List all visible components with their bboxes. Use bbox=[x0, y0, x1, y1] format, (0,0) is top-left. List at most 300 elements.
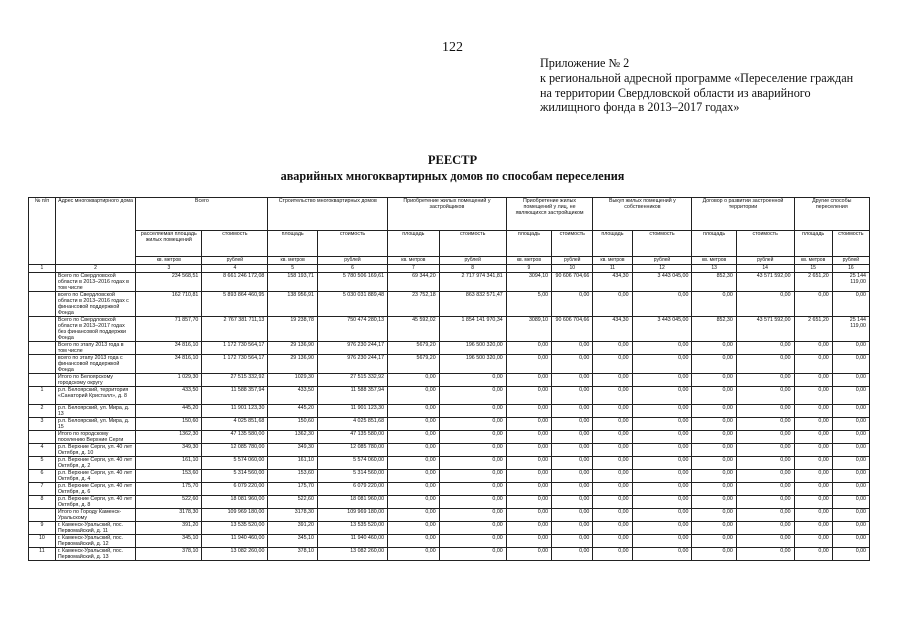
annex-line: Приложение № 2 bbox=[540, 56, 630, 70]
cell-area: 445,20 bbox=[136, 405, 202, 418]
cell-area: 0,00 bbox=[506, 457, 551, 470]
row-address: р.п. Верхние Серги, ул. 40 лет Октября, д. 2 bbox=[55, 457, 135, 470]
row-number: 3 bbox=[29, 418, 56, 431]
header-row-column-numbers bbox=[29, 265, 870, 273]
cell-area: 0,00 bbox=[794, 457, 832, 470]
cell-cost: 0,00 bbox=[552, 522, 593, 535]
cell-cost: 27 515 332,92 bbox=[202, 374, 268, 387]
cell-cost: 0,00 bbox=[832, 509, 869, 522]
cell-area: 0,00 bbox=[593, 431, 632, 444]
cell-area: 0,00 bbox=[593, 292, 632, 317]
column-number: 2 bbox=[55, 265, 135, 273]
unit-rub: рублей bbox=[317, 257, 387, 265]
cell-area: 150,60 bbox=[268, 418, 318, 431]
cell-cost: 0,00 bbox=[632, 355, 692, 374]
cell-area: 0,00 bbox=[794, 387, 832, 405]
cell-area: 0,00 bbox=[506, 522, 551, 535]
cell-cost: 6 079 220,00 bbox=[317, 483, 387, 496]
cell-cost: 11 940 460,00 bbox=[202, 535, 268, 548]
cell-cost: 0,00 bbox=[552, 387, 593, 405]
cell-area: 162 710,81 bbox=[136, 292, 202, 317]
header-row-groups bbox=[29, 198, 870, 231]
unit-sqm: кв. метров bbox=[268, 257, 318, 265]
cell-area: 349,30 bbox=[136, 444, 202, 457]
cell-cost: 11 588 357,94 bbox=[317, 387, 387, 405]
cell-cost: 90 606 704,66 bbox=[552, 317, 593, 342]
row-address: р.п. Верхние Серги, ул. 40 лет Октября, д. 8 bbox=[55, 496, 135, 509]
row-address: р.п. Белоярский, ул. Мира, д. 13 bbox=[55, 405, 135, 418]
subheader-cost: стоимость bbox=[317, 231, 387, 257]
table-row bbox=[29, 522, 870, 535]
cell-cost: 0,00 bbox=[632, 457, 692, 470]
cell-area: 852,30 bbox=[692, 317, 736, 342]
cell-cost: 0,00 bbox=[439, 522, 506, 535]
cell-cost: 0,00 bbox=[439, 431, 506, 444]
cell-area: 0,00 bbox=[388, 548, 440, 561]
row-address: р.п. Верхние Серги, ул. 40 лет Октября, д. 10 bbox=[55, 444, 135, 457]
cell-area: 0,00 bbox=[794, 418, 832, 431]
document-subtitle: аварийных многоквартирных домов по способам переселения bbox=[280, 169, 625, 183]
table-row bbox=[29, 418, 870, 431]
cell-cost: 0,00 bbox=[632, 509, 692, 522]
cell-cost: 0,00 bbox=[439, 509, 506, 522]
page-number: 122 bbox=[442, 40, 463, 55]
unit-rub: рублей bbox=[832, 257, 869, 265]
registry-body bbox=[29, 273, 870, 561]
row-address: р.п. Верхние Серги, ул. 40 лет Октября, д. 4 bbox=[55, 470, 135, 483]
cell-cost: 0,00 bbox=[832, 548, 869, 561]
subheader-area-resettled: расселяемая площадь жилых помещений bbox=[136, 231, 202, 257]
cell-area: 0,00 bbox=[506, 405, 551, 418]
cell-area: 378,10 bbox=[268, 548, 318, 561]
cell-cost: 47 135 580,00 bbox=[202, 431, 268, 444]
row-number: 8 bbox=[29, 496, 56, 509]
cell-cost: 0,00 bbox=[736, 548, 794, 561]
cell-cost: 1 172 730 564,17 bbox=[202, 355, 268, 374]
cell-area: 3178,30 bbox=[136, 509, 202, 522]
cell-area: 0,00 bbox=[794, 292, 832, 317]
cell-area: 175,70 bbox=[268, 483, 318, 496]
row-number bbox=[29, 292, 56, 317]
cell-area: 0,00 bbox=[593, 483, 632, 496]
cell-cost: 2 767 381 711,13 bbox=[202, 317, 268, 342]
cell-cost: 25 144 119,00 bbox=[832, 317, 869, 342]
cell-area: 0,00 bbox=[388, 496, 440, 509]
column-number: 6 bbox=[317, 265, 387, 273]
cell-cost: 0,00 bbox=[552, 496, 593, 509]
cell-cost: 5 574 060,00 bbox=[317, 457, 387, 470]
registry-table bbox=[28, 197, 870, 561]
cell-area: 2 651,20 bbox=[794, 317, 832, 342]
cell-cost: 0,00 bbox=[439, 374, 506, 387]
cell-cost: 0,00 bbox=[552, 374, 593, 387]
col-header-no: № п/п bbox=[29, 198, 56, 265]
cell-area: 0,00 bbox=[506, 483, 551, 496]
cell-cost: 11 901 123,30 bbox=[317, 405, 387, 418]
cell-area: 5679,20 bbox=[388, 355, 440, 374]
cell-cost: 0,00 bbox=[832, 355, 869, 374]
subheader-cost: стоимость bbox=[552, 231, 593, 257]
column-number: 9 bbox=[506, 265, 551, 273]
cell-area: 0,00 bbox=[506, 355, 551, 374]
cell-cost: 5 574 060,00 bbox=[202, 457, 268, 470]
cell-area: 0,00 bbox=[593, 496, 632, 509]
cell-area: 0,00 bbox=[593, 522, 632, 535]
cell-cost: 0,00 bbox=[736, 342, 794, 355]
cell-cost: 0,00 bbox=[552, 342, 593, 355]
cell-cost: 0,00 bbox=[736, 387, 794, 405]
cell-cost: 11 588 357,94 bbox=[202, 387, 268, 405]
cell-cost: 2 717 974 341,81 bbox=[439, 273, 506, 292]
cell-area: 0,00 bbox=[794, 522, 832, 535]
cell-area: 434,30 bbox=[593, 273, 632, 292]
row-address: Итого по Городу Каменск-Уральскому bbox=[55, 509, 135, 522]
cell-cost: 0,00 bbox=[736, 405, 794, 418]
cell-area: 153,60 bbox=[136, 470, 202, 483]
cell-area: 522,60 bbox=[268, 496, 318, 509]
cell-cost: 0,00 bbox=[832, 483, 869, 496]
cell-area: 0,00 bbox=[388, 470, 440, 483]
cell-cost: 0,00 bbox=[632, 522, 692, 535]
row-number: 10 bbox=[29, 535, 56, 548]
cell-area: 0,00 bbox=[692, 444, 736, 457]
cell-cost: 0,00 bbox=[736, 470, 794, 483]
cell-area: 0,00 bbox=[593, 418, 632, 431]
cell-area: 0,00 bbox=[593, 405, 632, 418]
cell-cost: 0,00 bbox=[632, 405, 692, 418]
cell-cost: 863 832 571,47 bbox=[439, 292, 506, 317]
cell-cost: 0,00 bbox=[632, 342, 692, 355]
cell-cost: 0,00 bbox=[632, 535, 692, 548]
cell-cost: 0,00 bbox=[832, 444, 869, 457]
cell-cost: 1 854 141 970,34 bbox=[439, 317, 506, 342]
cell-cost: 0,00 bbox=[736, 496, 794, 509]
cell-area: 0,00 bbox=[794, 444, 832, 457]
cell-cost: 13 082 260,00 bbox=[317, 548, 387, 561]
cell-cost: 0,00 bbox=[439, 405, 506, 418]
cell-area: 153,60 bbox=[268, 470, 318, 483]
cell-area: 0,00 bbox=[506, 548, 551, 561]
cell-area: 0,00 bbox=[692, 405, 736, 418]
cell-cost: 0,00 bbox=[552, 470, 593, 483]
cell-cost: 4 025 851,68 bbox=[202, 418, 268, 431]
cell-cost: 0,00 bbox=[736, 444, 794, 457]
cell-cost: 0,00 bbox=[632, 496, 692, 509]
cell-cost: 0,00 bbox=[736, 509, 794, 522]
cell-cost: 0,00 bbox=[632, 548, 692, 561]
cell-cost: 0,00 bbox=[832, 522, 869, 535]
cell-cost: 27 515 332,92 bbox=[317, 374, 387, 387]
cell-area: 345,10 bbox=[136, 535, 202, 548]
col-header-purchase-others: Приобретение жилых помещений у лиц, не являющихся застройщиком bbox=[506, 198, 593, 231]
cell-cost: 0,00 bbox=[439, 548, 506, 561]
subheader-area: площадь bbox=[692, 231, 736, 257]
cell-area: 29 136,90 bbox=[268, 342, 318, 355]
cell-area: 0,00 bbox=[593, 548, 632, 561]
unit-rub: рублей bbox=[202, 257, 268, 265]
cell-cost: 3 443 045,00 bbox=[632, 317, 692, 342]
cell-area: 0,00 bbox=[593, 374, 632, 387]
cell-cost: 0,00 bbox=[632, 470, 692, 483]
cell-cost: 0,00 bbox=[552, 457, 593, 470]
cell-area: 0,00 bbox=[692, 470, 736, 483]
document-title: РЕЕСТР bbox=[427, 153, 478, 167]
cell-cost: 0,00 bbox=[439, 535, 506, 548]
cell-area: 0,00 bbox=[593, 509, 632, 522]
cell-area: 0,00 bbox=[794, 509, 832, 522]
cell-area: 445,20 bbox=[268, 405, 318, 418]
cell-cost: 0,00 bbox=[552, 292, 593, 317]
cell-cost: 5 780 506 169,61 bbox=[317, 273, 387, 292]
cell-cost: 13 535 520,00 bbox=[317, 522, 387, 535]
table-row bbox=[29, 374, 870, 387]
row-address: всего по Свердловской области в 2013–2016 годах с финансовой поддержкой Фонда bbox=[55, 292, 135, 317]
table-row bbox=[29, 273, 870, 292]
cell-area: 0,00 bbox=[692, 548, 736, 561]
cell-area: 34 816,10 bbox=[136, 342, 202, 355]
cell-area: 161,10 bbox=[136, 457, 202, 470]
cell-cost: 0,00 bbox=[736, 374, 794, 387]
cell-cost: 5 893 864 460,95 bbox=[202, 292, 268, 317]
cell-area: 19 238,78 bbox=[268, 317, 318, 342]
cell-area: 0,00 bbox=[506, 387, 551, 405]
cell-cost: 43 571 592,00 bbox=[736, 317, 794, 342]
cell-area: 0,00 bbox=[794, 496, 832, 509]
row-address: р.п. Белоярский, территория «Санаторий Кристалл», д. 8 bbox=[55, 387, 135, 405]
row-number: 5 bbox=[29, 457, 56, 470]
cell-area: 0,00 bbox=[506, 470, 551, 483]
cell-area: 0,00 bbox=[692, 509, 736, 522]
cell-cost: 0,00 bbox=[439, 418, 506, 431]
cell-cost: 0,00 bbox=[439, 444, 506, 457]
cell-area: 1362,30 bbox=[136, 431, 202, 444]
cell-area: 391,20 bbox=[136, 522, 202, 535]
cell-area: 45 592,02 bbox=[388, 317, 440, 342]
row-number bbox=[29, 342, 56, 355]
cell-area: 3089,10 bbox=[506, 317, 551, 342]
cell-area: 0,00 bbox=[794, 470, 832, 483]
cell-area: 0,00 bbox=[388, 405, 440, 418]
cell-area: 3094,10 bbox=[506, 273, 551, 292]
cell-cost: 0,00 bbox=[736, 457, 794, 470]
cell-area: 0,00 bbox=[794, 548, 832, 561]
cell-area: 0,00 bbox=[388, 522, 440, 535]
cell-cost: 1 172 730 564,17 bbox=[202, 342, 268, 355]
cell-area: 158 193,71 bbox=[268, 273, 318, 292]
cell-area: 0,00 bbox=[506, 496, 551, 509]
cell-cost: 0,00 bbox=[832, 405, 869, 418]
column-number: 5 bbox=[268, 265, 318, 273]
cell-cost: 0,00 bbox=[632, 387, 692, 405]
cell-cost: 0,00 bbox=[439, 470, 506, 483]
table-row bbox=[29, 483, 870, 496]
cell-cost: 0,00 bbox=[632, 292, 692, 317]
cell-cost: 18 081 960,00 bbox=[317, 496, 387, 509]
cell-cost: 196 500 320,00 bbox=[439, 355, 506, 374]
cell-area: 0,00 bbox=[593, 444, 632, 457]
cell-cost: 0,00 bbox=[736, 418, 794, 431]
cell-cost: 18 081 960,00 bbox=[202, 496, 268, 509]
column-number: 1 bbox=[29, 265, 56, 273]
cell-cost: 976 230 244,17 bbox=[317, 355, 387, 374]
row-address: г. Каменск-Уральский, пос. Первомайский, д. 11 bbox=[55, 522, 135, 535]
column-number: 16 bbox=[832, 265, 869, 273]
cell-cost: 0,00 bbox=[736, 483, 794, 496]
row-number: 7 bbox=[29, 483, 56, 496]
row-number bbox=[29, 355, 56, 374]
unit-sqm: кв. метров bbox=[692, 257, 736, 265]
cell-cost: 0,00 bbox=[736, 535, 794, 548]
table-row bbox=[29, 431, 870, 444]
cell-cost: 12 085 780,00 bbox=[202, 444, 268, 457]
table-row bbox=[29, 496, 870, 509]
cell-area: 0,00 bbox=[794, 431, 832, 444]
cell-cost: 4 025 851,68 bbox=[317, 418, 387, 431]
subheader-cost: стоимость bbox=[632, 231, 692, 257]
cell-cost: 0,00 bbox=[632, 483, 692, 496]
cell-cost: 0,00 bbox=[552, 535, 593, 548]
cell-cost: 0,00 bbox=[632, 431, 692, 444]
row-address: всего по этапу 2013 года с финансовой поддержкой Фонда bbox=[55, 355, 135, 374]
cell-cost: 8 661 246 172,08 bbox=[202, 273, 268, 292]
table-row bbox=[29, 355, 870, 374]
table-row bbox=[29, 405, 870, 418]
cell-area: 5,00 bbox=[506, 292, 551, 317]
row-number: 1 bbox=[29, 387, 56, 405]
row-number: 9 bbox=[29, 522, 56, 535]
table-row bbox=[29, 292, 870, 317]
cell-area: 0,00 bbox=[593, 355, 632, 374]
subheader-cost: стоимость bbox=[439, 231, 506, 257]
subheader-cost: стоимость bbox=[736, 231, 794, 257]
cell-cost: 90 606 704,66 bbox=[552, 273, 593, 292]
cell-area: 0,00 bbox=[692, 342, 736, 355]
cell-area: 378,10 bbox=[136, 548, 202, 561]
cell-area: 0,00 bbox=[593, 470, 632, 483]
cell-cost: 0,00 bbox=[439, 496, 506, 509]
table-row bbox=[29, 535, 870, 548]
cell-area: 5679,20 bbox=[388, 342, 440, 355]
cell-cost: 5 030 031 889,48 bbox=[317, 292, 387, 317]
table-row bbox=[29, 387, 870, 405]
col-header-total: Всего bbox=[136, 198, 268, 231]
cell-area: 0,00 bbox=[692, 355, 736, 374]
cell-area: 433,50 bbox=[268, 387, 318, 405]
subheader-area: площадь bbox=[268, 231, 318, 257]
table-row bbox=[29, 457, 870, 470]
cell-area: 71 857,70 bbox=[136, 317, 202, 342]
cell-area: 0,00 bbox=[388, 387, 440, 405]
cell-area: 0,00 bbox=[506, 431, 551, 444]
cell-area: 0,00 bbox=[506, 374, 551, 387]
cell-area: 0,00 bbox=[388, 457, 440, 470]
cell-area: 0,00 bbox=[692, 457, 736, 470]
cell-cost: 976 230 244,17 bbox=[317, 342, 387, 355]
row-address: р.п. Верхние Серги, ул. 40 лет Октября, д. 6 bbox=[55, 483, 135, 496]
cell-area: 0,00 bbox=[593, 457, 632, 470]
cell-cost: 13 082 260,00 bbox=[202, 548, 268, 561]
cell-cost: 25 144 119,00 bbox=[832, 273, 869, 292]
unit-rub: рублей bbox=[439, 257, 506, 265]
unit-sqm: кв. метров bbox=[593, 257, 632, 265]
cell-area: 29 136,90 bbox=[268, 355, 318, 374]
column-number: 4 bbox=[202, 265, 268, 273]
subheader-area: площадь bbox=[506, 231, 551, 257]
subheader-cost: стоимость bbox=[202, 231, 268, 257]
cell-area: 0,00 bbox=[388, 418, 440, 431]
annex-line: к региональной адресной программе «Переселение граждан bbox=[540, 70, 854, 85]
row-address: Всего по Свердловской области в 2013–2017 годах без финансовой поддержки Фонда bbox=[55, 317, 135, 342]
column-number: 12 bbox=[632, 265, 692, 273]
cell-area: 23 752,18 bbox=[388, 292, 440, 317]
cell-cost: 0,00 bbox=[736, 355, 794, 374]
cell-cost: 0,00 bbox=[736, 522, 794, 535]
cell-area: 0,00 bbox=[692, 522, 736, 535]
cell-cost: 11 901 123,30 bbox=[202, 405, 268, 418]
table-row bbox=[29, 444, 870, 457]
cell-area: 0,00 bbox=[388, 444, 440, 457]
table-row bbox=[29, 342, 870, 355]
cell-area: 0,00 bbox=[593, 342, 632, 355]
row-number bbox=[29, 317, 56, 342]
cell-area: 0,00 bbox=[692, 418, 736, 431]
cell-area: 2 651,20 bbox=[794, 273, 832, 292]
cell-area: 0,00 bbox=[794, 374, 832, 387]
cell-area: 0,00 bbox=[506, 444, 551, 457]
cell-area: 1362,30 bbox=[268, 431, 318, 444]
cell-cost: 0,00 bbox=[832, 418, 869, 431]
cell-cost: 5 314 560,00 bbox=[317, 470, 387, 483]
col-header-purchase-developers: Приобретение жилых помещений у застройщиков bbox=[388, 198, 507, 231]
cell-cost: 0,00 bbox=[632, 418, 692, 431]
cell-area: 349,30 bbox=[268, 444, 318, 457]
subheader-cost: стоимость bbox=[832, 231, 869, 257]
cell-cost: 0,00 bbox=[832, 342, 869, 355]
cell-area: 0,00 bbox=[388, 535, 440, 548]
unit-sqm: кв. метров bbox=[506, 257, 551, 265]
cell-area: 391,20 bbox=[268, 522, 318, 535]
table-row bbox=[29, 509, 870, 522]
cell-area: 0,00 bbox=[388, 509, 440, 522]
cell-cost: 0,00 bbox=[552, 444, 593, 457]
row-number bbox=[29, 273, 56, 292]
row-address: Итого по городскому поселению Верхние Серги bbox=[55, 431, 135, 444]
column-number: 8 bbox=[439, 265, 506, 273]
column-number: 14 bbox=[736, 265, 794, 273]
cell-cost: 0,00 bbox=[832, 496, 869, 509]
cell-area: 0,00 bbox=[794, 342, 832, 355]
cell-cost: 0,00 bbox=[832, 387, 869, 405]
cell-area: 0,00 bbox=[794, 483, 832, 496]
unit-rub: рублей bbox=[632, 257, 692, 265]
column-number: 3 bbox=[136, 265, 202, 273]
cell-area: 0,00 bbox=[794, 355, 832, 374]
row-number: 6 bbox=[29, 470, 56, 483]
cell-area: 0,00 bbox=[388, 374, 440, 387]
annex-line: жилищного фонда в 2013–2017 годах» bbox=[540, 100, 740, 115]
cell-cost: 0,00 bbox=[552, 548, 593, 561]
cell-area: 0,00 bbox=[692, 387, 736, 405]
cell-area: 1029,30 bbox=[268, 374, 318, 387]
annex-heading bbox=[540, 56, 880, 115]
cell-area: 345,10 bbox=[268, 535, 318, 548]
row-address: г. Каменск-Уральский, пос. Первомайский, д. 12 bbox=[55, 535, 135, 548]
cell-cost: 0,00 bbox=[552, 405, 593, 418]
unit-rub: рублей bbox=[552, 257, 593, 265]
cell-area: 0,00 bbox=[692, 292, 736, 317]
cell-cost: 0,00 bbox=[832, 470, 869, 483]
annex-line: на территории Свердловской области из аварийного bbox=[540, 85, 811, 100]
